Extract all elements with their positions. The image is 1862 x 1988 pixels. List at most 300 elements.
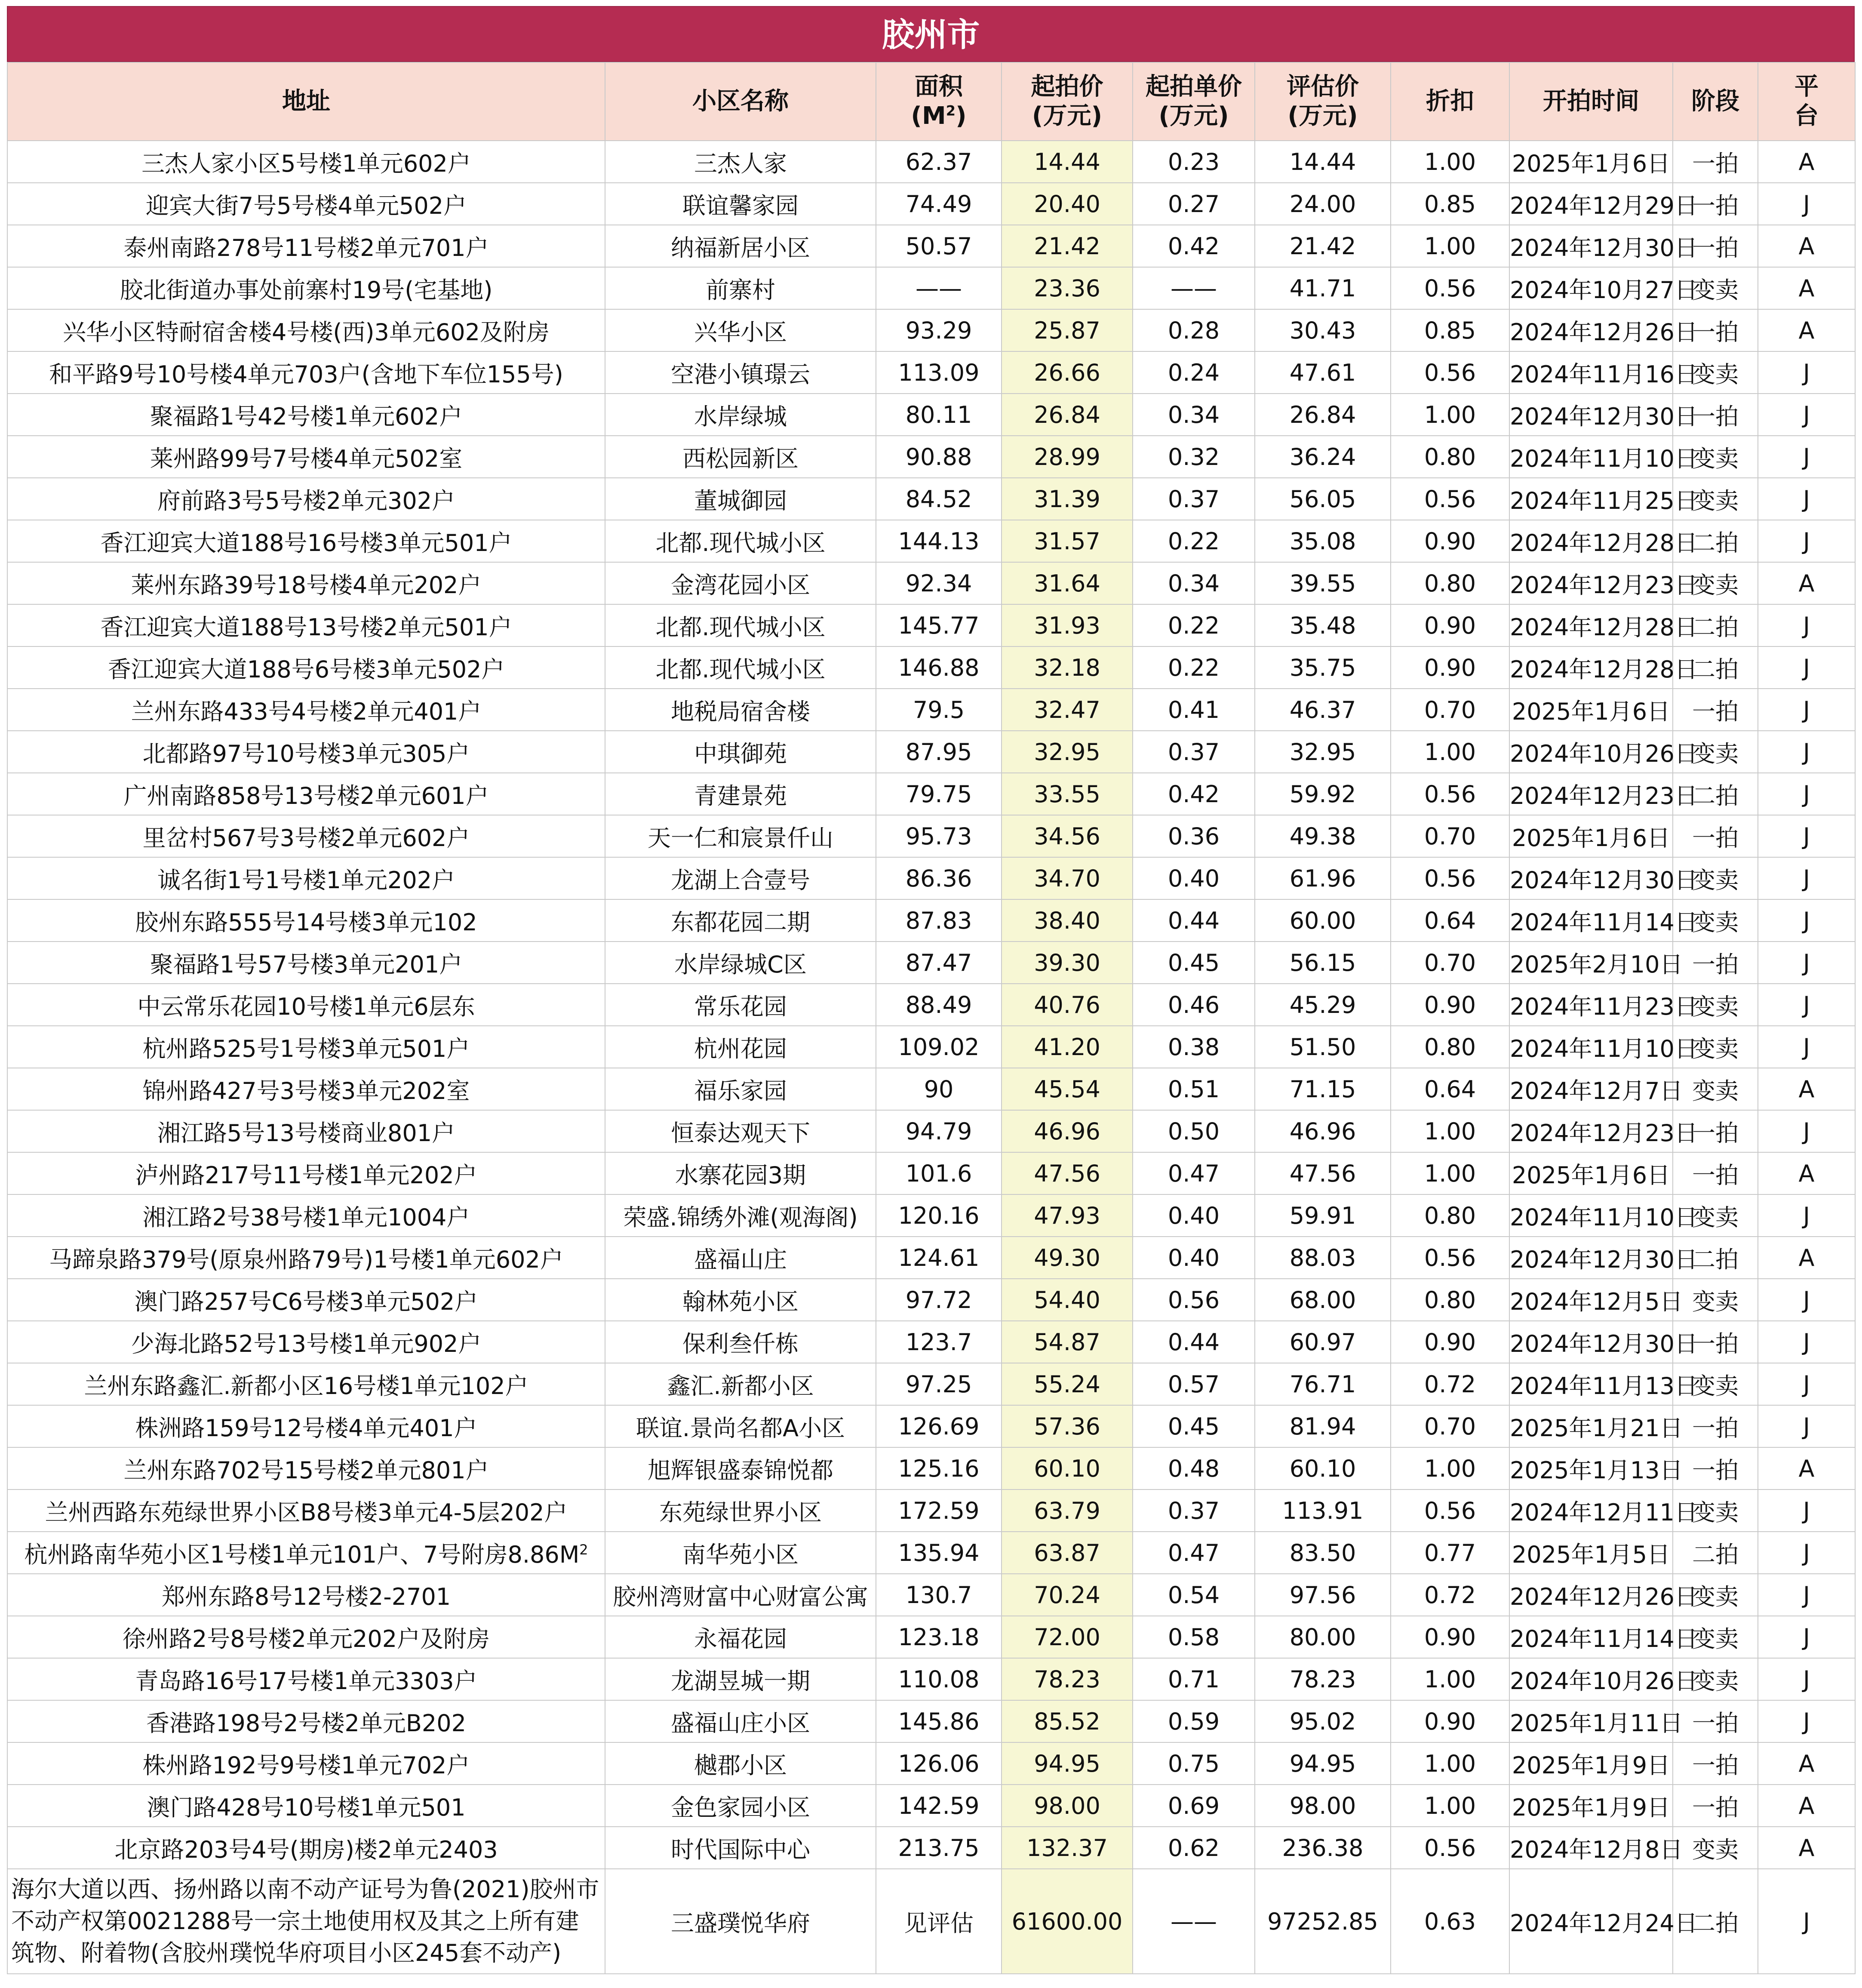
cell-community: 胶州湾财富中心财富公寓 [605,1574,876,1616]
cell-platform: J [1758,1194,1855,1237]
table-row [7,1616,1855,1658]
cell-address: 莱州东路39号18号楼4单元202户 [7,562,605,604]
cell-stage: 二拍 [1673,1869,1758,1974]
table-row [7,857,1855,899]
cell-area: 50.57 [876,225,1002,267]
cell-stage: 一拍 [1673,183,1758,225]
cell-community: 前寨村 [605,267,876,309]
cell-stage: 二拍 [1673,646,1758,689]
table-row [7,1827,1855,1869]
cell-stage: 一拍 [1673,689,1758,731]
cell-appraisal: 88.03 [1255,1237,1391,1279]
cell-stage: 二拍 [1673,520,1758,562]
header-appraisal: 评估价 (万元) [1255,62,1391,141]
cell-platform: J [1758,183,1855,225]
cell-unit-price: 0.46 [1133,984,1255,1026]
cell-platform: J [1758,520,1855,562]
cell-auction-time: 2025年1月6日 [1509,689,1673,731]
cell-appraisal: 71.15 [1255,1068,1391,1110]
cell-area: 94.79 [876,1110,1002,1152]
header-start-price: 起拍价 (万元) [1002,62,1133,141]
cell-area: 88.49 [876,984,1002,1026]
cell-area: 126.06 [876,1742,1002,1785]
cell-auction-time: 2025年2月10日 [1509,942,1673,984]
cell-appraisal: 30.43 [1255,309,1391,351]
cell-start-price: 78.23 [1002,1658,1133,1700]
table-row [7,394,1855,436]
cell-discount: 0.64 [1391,1068,1509,1110]
cell-address: 湘江路2号38号楼1单元1004户 [7,1194,605,1237]
table-row [7,604,1855,646]
header-platform: 平 台 [1758,62,1855,141]
cell-stage: 变卖 [1673,1026,1758,1068]
cell-appraisal: 21.42 [1255,225,1391,267]
cell-start-price: 45.54 [1002,1068,1133,1110]
cell-community: 联谊.景尚名都A小区 [605,1405,876,1447]
cell-auction-time: 2024年11月14日 [1509,899,1673,942]
cell-platform: A [1758,141,1855,183]
cell-community: 空港小镇璟云 [605,351,876,394]
cell-address: 杭州路525号1号楼3单元501户 [7,1026,605,1068]
cell-auction-time: 2024年12月23日 [1509,562,1673,604]
cell-unit-price: 0.36 [1133,815,1255,857]
cell-appraisal: 35.75 [1255,646,1391,689]
header-community: 小区名称 [605,62,876,141]
cell-stage: 变卖 [1673,1489,1758,1532]
cell-community: 盛福山庄 [605,1237,876,1279]
table-row [7,1279,1855,1321]
cell-start-price: 57.36 [1002,1405,1133,1447]
cell-start-price: 32.18 [1002,646,1133,689]
cell-start-price: 31.64 [1002,562,1133,604]
cell-area: 125.16 [876,1447,1002,1489]
cell-auction-time: 2024年11月23日 [1509,984,1673,1026]
cell-area: 123.18 [876,1616,1002,1658]
header-stage: 阶段 [1673,62,1758,141]
cell-discount: 0.56 [1391,1489,1509,1532]
cell-appraisal: 97.56 [1255,1574,1391,1616]
cell-stage: 变卖 [1673,1574,1758,1616]
cell-address: 澳门路428号10号楼1单元501 [7,1785,605,1827]
cell-address: 胶北街道办事处前寨村19号(宅基地) [7,267,605,309]
cell-address: 泰州南路278号11号楼2单元701户 [7,225,605,267]
cell-discount: 1.00 [1391,1152,1509,1194]
cell-platform: J [1758,899,1855,942]
cell-discount: 0.90 [1391,984,1509,1026]
cell-auction-time: 2024年12月30日 [1509,1321,1673,1363]
cell-auction-time: 2024年11月10日 [1509,1026,1673,1068]
cell-stage: 一拍 [1673,225,1758,267]
spreadsheet [7,6,1855,1974]
cell-area: 97.72 [876,1279,1002,1321]
cell-community: 恒泰达观天下 [605,1110,876,1152]
cell-appraisal: 41.71 [1255,267,1391,309]
cell-area: 113.09 [876,351,1002,394]
cell-community: 杭州花园 [605,1026,876,1068]
cell-start-price: 63.87 [1002,1532,1133,1574]
cell-area: 145.86 [876,1700,1002,1742]
cell-start-price: 54.87 [1002,1321,1133,1363]
cell-discount: 0.80 [1391,1026,1509,1068]
cell-unit-price: 0.40 [1133,857,1255,899]
cell-community: 金色家园小区 [605,1785,876,1827]
cell-discount: 0.63 [1391,1869,1509,1974]
cell-start-price: 40.76 [1002,984,1133,1026]
cell-discount: 1.00 [1391,225,1509,267]
cell-stage: 变卖 [1673,1194,1758,1237]
cell-discount: 0.70 [1391,689,1509,731]
cell-community: 北都.现代城小区 [605,604,876,646]
table-row [7,562,1855,604]
table-row [7,1447,1855,1489]
cell-discount: 0.90 [1391,646,1509,689]
table-row [7,815,1855,857]
cell-stage: 变卖 [1673,1279,1758,1321]
cell-unit-price: 0.75 [1133,1742,1255,1785]
cell-auction-time: 2024年12月28日 [1509,520,1673,562]
cell-appraisal: 36.24 [1255,436,1391,478]
table-row [7,1321,1855,1363]
cell-discount: 0.72 [1391,1363,1509,1405]
cell-platform: A [1758,1237,1855,1279]
cell-discount: 0.64 [1391,899,1509,942]
cell-stage: 一拍 [1673,1405,1758,1447]
cell-address: 杭州路南华苑小区1号楼1单元101户、7号附房$8.86M^2$ [7,1532,605,1574]
table-row [7,183,1855,225]
cell-stage: 一拍 [1673,1447,1758,1489]
cell-appraisal: 35.48 [1255,604,1391,646]
cell-area: 145.77 [876,604,1002,646]
cell-platform: A [1758,309,1855,351]
cell-auction-time: 2024年11月16日 [1509,351,1673,394]
cell-address: 马蹄泉路379号(原泉州路79号)1号楼1单元602户 [7,1237,605,1279]
cell-stage: 一拍 [1673,1785,1758,1827]
table-row [7,1363,1855,1405]
table-row [7,1869,1855,1974]
cell-area: 90 [876,1068,1002,1110]
cell-discount: 0.56 [1391,857,1509,899]
cell-area: 213.75 [876,1827,1002,1869]
cell-discount: 1.00 [1391,1742,1509,1785]
cell-address: 聚福路1号42号楼1单元602户 [7,394,605,436]
cell-auction-time: 2025年1月6日 [1509,1152,1673,1194]
cell-discount: 0.56 [1391,267,1509,309]
cell-stage: 变卖 [1673,731,1758,773]
table-row [7,225,1855,267]
cell-discount: 0.56 [1391,1237,1509,1279]
cell-start-price: 34.70 [1002,857,1133,899]
cell-appraisal: 68.00 [1255,1279,1391,1321]
cell-area: —— [876,267,1002,309]
cell-appraisal: 97252.85 [1255,1869,1391,1974]
cell-community: 旭辉银盛泰锦悦都 [605,1447,876,1489]
cell-unit-price: 0.37 [1133,478,1255,520]
cell-discount: 0.90 [1391,1616,1509,1658]
cell-auction-time: 2024年12月23日 [1509,1110,1673,1152]
cell-unit-price: 0.27 [1133,183,1255,225]
table-row [7,1110,1855,1152]
cell-address: 青岛路16号17号楼1单元3303户 [7,1658,605,1700]
cell-platform: A [1758,562,1855,604]
cell-start-price: 32.95 [1002,731,1133,773]
cell-address: 泸州路217号11号楼1单元202户 [7,1152,605,1194]
table-row [7,689,1855,731]
cell-address: 和平路9号10号楼4单元703户(含地下车位155号) [7,351,605,394]
cell-community: 水岸绿城C区 [605,942,876,984]
cell-unit-price: 0.40 [1133,1237,1255,1279]
cell-platform: J [1758,857,1855,899]
header-area: 面积 $(M^2)$ [876,62,1002,141]
cell-area: 110.08 [876,1658,1002,1700]
cell-stage: 一拍 [1673,1700,1758,1742]
cell-unit-price: 0.32 [1133,436,1255,478]
cell-area: 80.11 [876,394,1002,436]
cell-start-price: 28.99 [1002,436,1133,478]
cell-discount: 1.00 [1391,1658,1509,1700]
cell-area: 124.61 [876,1237,1002,1279]
cell-appraisal: 95.02 [1255,1700,1391,1742]
cell-auction-time: 2024年11月10日 [1509,1194,1673,1237]
cell-address: 北京路203号4号(期房)楼2单元2403 [7,1827,605,1869]
cell-discount: 1.00 [1391,1447,1509,1489]
cell-area: 142.59 [876,1785,1002,1827]
table-row [7,731,1855,773]
cell-community: 常乐花园 [605,984,876,1026]
cell-stage: 一拍 [1673,1110,1758,1152]
cell-area: 79.75 [876,773,1002,815]
cell-area: 120.16 [876,1194,1002,1237]
cell-community: 东苑绿世界小区 [605,1489,876,1532]
cell-appraisal: 59.91 [1255,1194,1391,1237]
cell-area: 87.47 [876,942,1002,984]
cell-start-price: 72.00 [1002,1616,1133,1658]
cell-address: 郑州东路8号12号楼2-2701 [7,1574,605,1616]
cell-platform: J [1758,1279,1855,1321]
cell-area: 101.6 [876,1152,1002,1194]
cell-discount: 0.70 [1391,1405,1509,1447]
cell-auction-time: 2024年10月27日 [1509,267,1673,309]
cell-auction-time: 2025年1月13日 [1509,1447,1673,1489]
cell-auction-time: 2024年12月11日 [1509,1489,1673,1532]
cell-unit-price: 0.45 [1133,1405,1255,1447]
cell-discount: 1.00 [1391,1785,1509,1827]
cell-address: 香江迎宾大道188号13号楼2单元501户 [7,604,605,646]
cell-platform: J [1758,773,1855,815]
cell-area: 86.36 [876,857,1002,899]
cell-address: 徐州路2号8号楼2单元202户及附房 [7,1616,605,1658]
cell-start-price: 26.84 [1002,394,1133,436]
table-row [7,1152,1855,1194]
cell-address: 兰州东路702号15号楼2单元801户 [7,1447,605,1489]
cell-discount: 0.56 [1391,478,1509,520]
cell-platform: J [1758,1026,1855,1068]
cell-auction-time: 2024年12月30日 [1509,394,1673,436]
cell-area: 109.02 [876,1026,1002,1068]
cell-unit-price: —— [1133,1869,1255,1974]
cell-auction-time: 2024年12月29日 [1509,183,1673,225]
cell-auction-time: 2024年12月30日 [1509,1237,1673,1279]
header-address: 地址 [7,62,605,141]
cell-start-price: 61600.00 [1002,1869,1133,1974]
cell-area: 87.83 [876,899,1002,942]
cell-start-price: 26.66 [1002,351,1133,394]
cell-address: 广州南路858号13号楼2单元601户 [7,773,605,815]
cell-address: 澳门路257号C6号楼3单元502户 [7,1279,605,1321]
cell-appraisal: 49.38 [1255,815,1391,857]
cell-discount: 0.90 [1391,1321,1509,1363]
cell-address: 府前路3号5号楼2单元302户 [7,478,605,520]
cell-unit-price: 0.37 [1133,731,1255,773]
table-row [7,1532,1855,1574]
cell-area: 93.29 [876,309,1002,351]
cell-community: 天一仁和宸景仟山 [605,815,876,857]
cell-community: 地税局宿舍楼 [605,689,876,731]
cell-start-price: 63.79 [1002,1489,1133,1532]
cell-platform: J [1758,1700,1855,1742]
cell-stage: 变卖 [1673,1658,1758,1700]
cell-address: 株州路192号9号楼1单元702户 [7,1742,605,1785]
cell-community: 南华苑小区 [605,1532,876,1574]
table-row [7,984,1855,1026]
cell-unit-price: 0.42 [1133,773,1255,815]
cell-platform: A [1758,1827,1855,1869]
cell-unit-price: 0.24 [1133,351,1255,394]
table-row [7,520,1855,562]
cell-unit-price: 0.22 [1133,646,1255,689]
cell-address: 迎宾大街7号5号楼4单元502户 [7,183,605,225]
cell-stage: 一拍 [1673,1742,1758,1785]
cell-community: 三盛璞悦华府 [605,1869,876,1974]
cell-unit-price: 0.71 [1133,1658,1255,1700]
cell-area: 97.25 [876,1363,1002,1405]
cell-auction-time: 2025年1月9日 [1509,1742,1673,1785]
cell-stage: 二拍 [1673,604,1758,646]
cell-discount: 0.72 [1391,1574,1509,1616]
cell-community: 永福花园 [605,1616,876,1658]
cell-auction-time: 2024年12月28日 [1509,646,1673,689]
table-row [7,1658,1855,1700]
cell-auction-time: 2024年11月10日 [1509,436,1673,478]
cell-stage: 变卖 [1673,1827,1758,1869]
cell-area: 92.34 [876,562,1002,604]
cell-start-price: 54.40 [1002,1279,1133,1321]
header-row [7,62,1855,141]
cell-area: 74.49 [876,183,1002,225]
cell-unit-price: 0.22 [1133,520,1255,562]
cell-appraisal: 61.96 [1255,857,1391,899]
cell-unit-price: 0.56 [1133,1279,1255,1321]
cell-address: 香江迎宾大道188号16号楼3单元501户 [7,520,605,562]
cell-stage: 二拍 [1673,1237,1758,1279]
cell-platform: A [1758,267,1855,309]
cell-appraisal: 24.00 [1255,183,1391,225]
cell-platform: J [1758,1532,1855,1574]
cell-community: 联谊馨家园 [605,183,876,225]
cell-appraisal: 14.44 [1255,141,1391,183]
table-row [7,1742,1855,1785]
cell-area: 172.59 [876,1489,1002,1532]
cell-start-price: 70.24 [1002,1574,1133,1616]
cell-area: 123.7 [876,1321,1002,1363]
cell-auction-time: 2025年1月9日 [1509,1785,1673,1827]
table-row [7,436,1855,478]
cell-start-price: 31.57 [1002,520,1133,562]
cell-appraisal: 76.71 [1255,1363,1391,1405]
cell-unit-price: 0.23 [1133,141,1255,183]
cell-address: 锦州路427号3号楼3单元202室 [7,1068,605,1110]
cell-area: 79.5 [876,689,1002,731]
cell-address: 兴华小区特耐宿舍楼4号楼(西)3单元602及附房 [7,309,605,351]
cell-stage: 一拍 [1673,815,1758,857]
cell-start-price: 33.55 [1002,773,1133,815]
table-row [7,773,1855,815]
cell-discount: 0.56 [1391,351,1509,394]
cell-start-price: 23.36 [1002,267,1133,309]
cell-address: 中云常乐花园10号楼1单元6层东 [7,984,605,1026]
table-row [7,1489,1855,1532]
cell-appraisal: 32.95 [1255,731,1391,773]
cell-appraisal: 60.00 [1255,899,1391,942]
cell-start-price: 46.96 [1002,1110,1133,1152]
cell-start-price: 39.30 [1002,942,1133,984]
cell-platform: J [1758,436,1855,478]
cell-start-price: 21.42 [1002,225,1133,267]
cell-appraisal: 47.61 [1255,351,1391,394]
cell-discount: 1.00 [1391,394,1509,436]
table-row [7,478,1855,520]
cell-community: 樾郡小区 [605,1742,876,1785]
cell-stage: 一拍 [1673,394,1758,436]
cell-platform: J [1758,1489,1855,1532]
cell-start-price: 14.44 [1002,141,1133,183]
cell-community: 鑫汇.新都小区 [605,1363,876,1405]
cell-unit-price: 0.38 [1133,1026,1255,1068]
cell-start-price: 34.56 [1002,815,1133,857]
cell-discount: 0.56 [1391,773,1509,815]
table-row [7,267,1855,309]
cell-discount: 0.85 [1391,183,1509,225]
cell-platform: J [1758,1321,1855,1363]
cell-address: 胶州东路555号14号楼3单元102 [7,899,605,942]
cell-platform: J [1758,984,1855,1026]
cell-appraisal: 98.00 [1255,1785,1391,1827]
cell-platform: A [1758,1742,1855,1785]
cell-area: 87.95 [876,731,1002,773]
cell-unit-price: 0.47 [1133,1152,1255,1194]
cell-platform: J [1758,478,1855,520]
cell-auction-time: 2024年11月14日 [1509,1616,1673,1658]
cell-appraisal: 81.94 [1255,1405,1391,1447]
cell-platform: J [1758,1869,1855,1974]
cell-area: 95.73 [876,815,1002,857]
cell-start-price: 98.00 [1002,1785,1133,1827]
cell-start-price: 31.39 [1002,478,1133,520]
cell-platform: J [1758,1363,1855,1405]
cell-stage: 变卖 [1673,984,1758,1026]
cell-platform: J [1758,1405,1855,1447]
cell-platform: J [1758,689,1855,731]
cell-address: 诚名街1号1号楼1单元202户 [7,857,605,899]
table-row [7,309,1855,351]
cell-stage: 一拍 [1673,942,1758,984]
cell-discount: 0.80 [1391,436,1509,478]
cell-auction-time: 2024年12月30日 [1509,857,1673,899]
cell-unit-price: 0.62 [1133,1827,1255,1869]
cell-stage: 一拍 [1673,1321,1758,1363]
cell-appraisal: 113.91 [1255,1489,1391,1532]
cell-platform: A [1758,1447,1855,1489]
cell-auction-time: 2024年12月7日 [1509,1068,1673,1110]
